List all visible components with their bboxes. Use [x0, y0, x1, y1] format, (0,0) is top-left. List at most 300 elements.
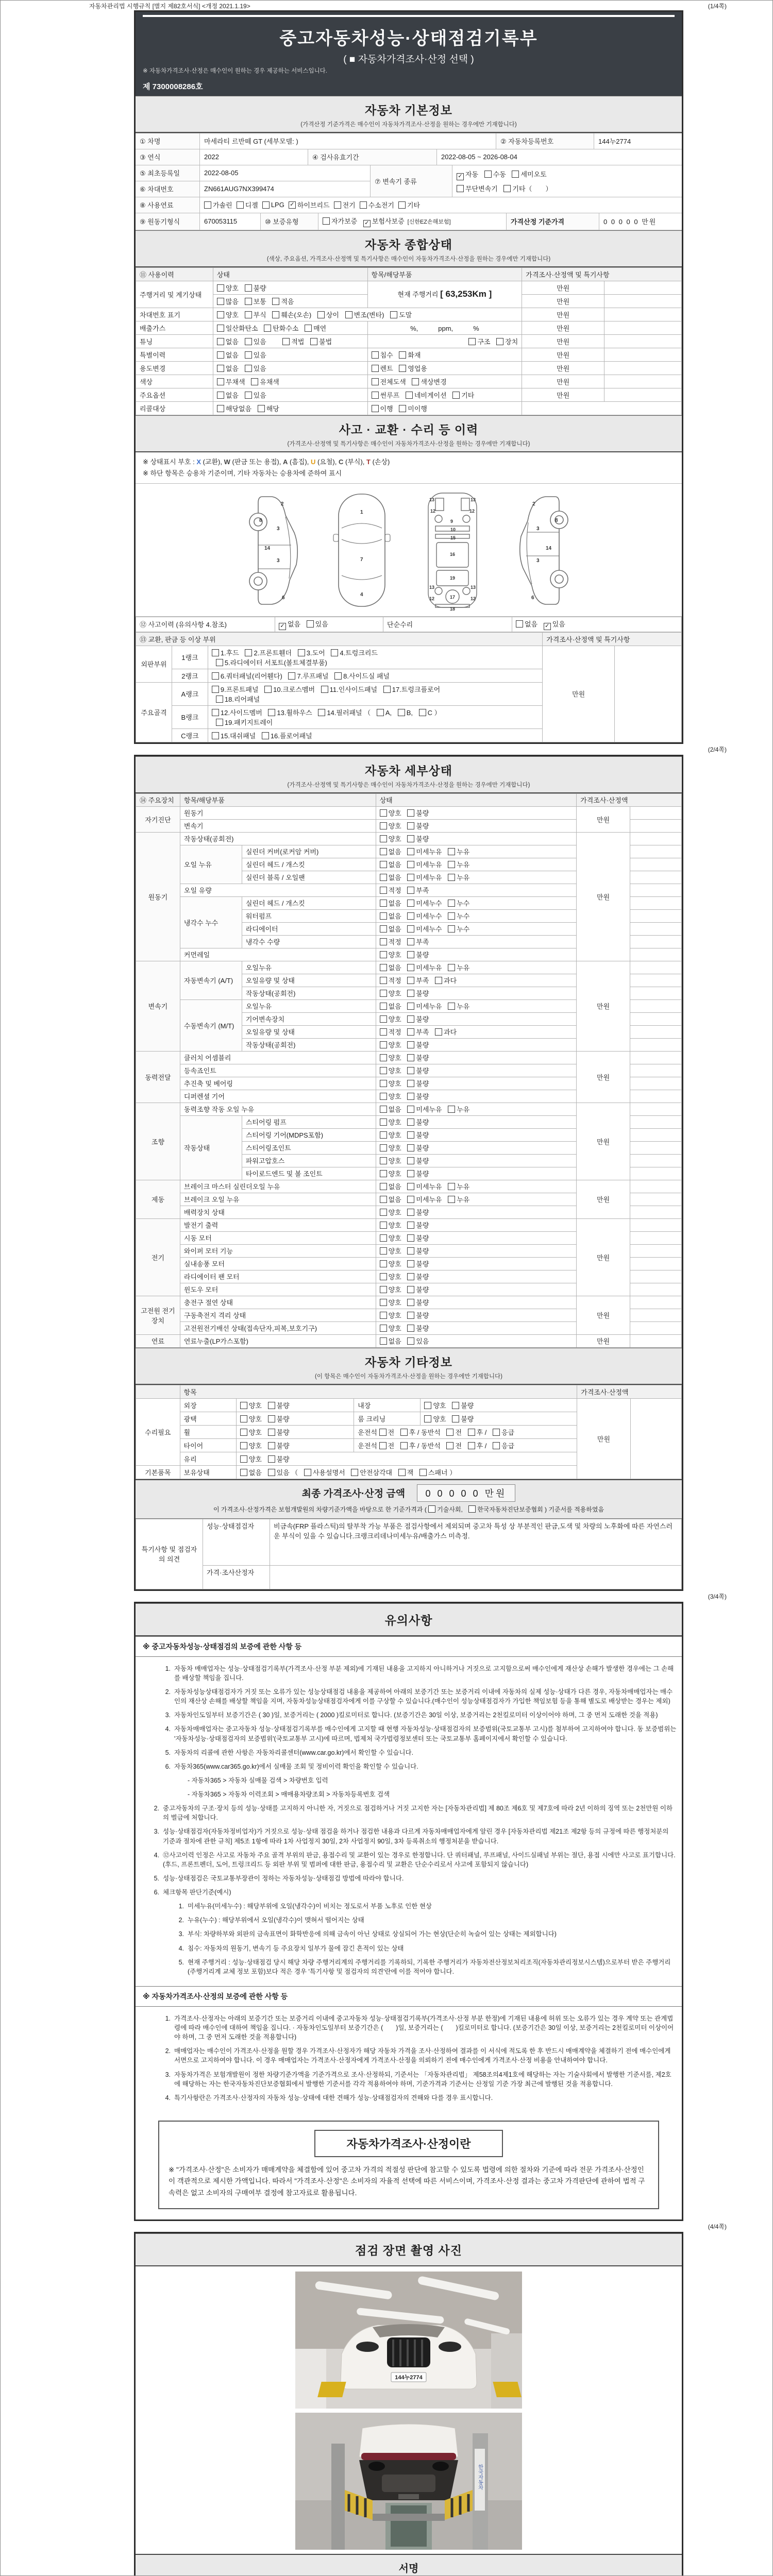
checkbox-unchecked [407, 1234, 414, 1242]
rank2-options: 6.쿼터패널(리어휀다) 7.루프패널 8.사이드실 패널 [208, 669, 542, 682]
engine-type-label: ⑨ 원동기형식 [136, 213, 200, 230]
checkbox-unchecked [262, 201, 270, 209]
svg-text:3: 3 [536, 526, 540, 532]
row-first-reg-vin-transmission [136, 165, 682, 197]
detail-item-label: 충전구 절연 상태 [180, 1296, 376, 1309]
checkbox-unchecked [372, 378, 379, 385]
checkbox-unchecked [407, 1144, 414, 1151]
checkbox-unchecked [380, 1337, 387, 1345]
checkbox-unchecked [457, 185, 464, 192]
detail-note [630, 1128, 682, 1141]
checkbox-unchecked [380, 1170, 387, 1177]
detail-note [630, 896, 682, 909]
checkbox-unchecked [331, 649, 338, 656]
device-header: ⑭ 주요장치 [136, 793, 180, 806]
mileage-note-2 [604, 294, 682, 308]
rankB-label: B랭크 [172, 705, 208, 728]
notice-number: 6. [154, 1889, 159, 1896]
sheet-page-4 [134, 2232, 683, 2576]
row-engine-warranty-price [136, 213, 682, 230]
detail-state-options: 양호 불량 [376, 819, 577, 832]
car-diagram-top [330, 490, 393, 611]
notice-item [148, 1827, 677, 1845]
detail-state-options: 적정 부족 과다 [376, 1025, 577, 1038]
notice-item [173, 1902, 677, 1911]
checkbox-unchecked [448, 900, 455, 907]
svg-text:13: 13 [470, 497, 476, 502]
detail-item-label: 연료누출(LP가스포함) [180, 1334, 376, 1347]
detail-state-options: 양호 불량 [376, 1244, 577, 1257]
detail-note [630, 871, 682, 884]
row-color [136, 375, 682, 388]
basic-info-table [136, 133, 682, 230]
checkbox-unchecked [272, 298, 279, 305]
checkbox-unchecked [380, 861, 387, 868]
panel-note [615, 646, 682, 742]
detail-state-options: 양호 불량 [376, 832, 577, 845]
color-options: 무채색 유채색 [213, 375, 367, 388]
reg-number-value: 144누2774 [598, 138, 631, 146]
mileage-label: 주행거리 및 계기상태 [136, 281, 213, 308]
checkbox-unchecked [380, 1260, 387, 1267]
notice-text: 가격조사·산정자는 아래의 보증기간 또는 보증거리 이내에 중고자동차 성능·상태점검기록부(가격조사·산정 부분 한정)에 기재된 내용에 허위 또는 오류가 있는 경우 계약 또는 관계법령에 따라 매수인에 대하여 책임을 집니다. · 자동차인도일부터 보증기간은 ( )일, 보증거리는 ( )킬로미터로 합니다. (보증기간은 30일 이상, 보증거리는 2천킬로미터 이상이어야 하며, 그 중 먼저 도래한 것을 적용합니다) [174, 2014, 674, 2041]
notice-number: 1. [178, 1903, 184, 1910]
detail-item-label: 오일누유 [242, 961, 376, 974]
checkbox-unchecked [245, 298, 252, 305]
inspection-photo-front [295, 2272, 522, 2409]
svg-text:3: 3 [277, 557, 280, 564]
appraiser-label: 가격·조사산정자 [203, 1565, 270, 1589]
checkbox-unchecked [435, 977, 442, 984]
base-price-value: 0 0 0 0 0 만원 [603, 218, 657, 226]
svg-text:17: 17 [450, 594, 456, 600]
svg-text:12: 12 [430, 508, 436, 514]
notice-number: 4. [165, 2094, 171, 2102]
checkbox-unchecked [407, 1260, 414, 1267]
notice-number: 2. [165, 2047, 171, 2055]
svg-text:2: 2 [281, 501, 284, 507]
notice-number [173, 1776, 184, 1785]
inspector-opinion-table [136, 1519, 682, 1589]
checkbox-unchecked [212, 709, 219, 716]
svg-text:4: 4 [360, 591, 363, 598]
model-year-label: ③ 연식 [136, 149, 200, 165]
checkbox-unchecked [258, 405, 265, 412]
detail-state-options: 없음 미세누유 누유 [376, 858, 577, 871]
sheet-page-2 [134, 755, 683, 1591]
detail-note [630, 1218, 682, 1231]
checkbox-unchecked [217, 325, 224, 332]
checkbox-unchecked [245, 311, 252, 318]
notice-text: 자동차가격은 보험개발원이 정한 차량기준가액을 기준가격으로 조사·산정하되, 기준서는 「자동차관리법」 제58조의4제1호에 해당하는 자는 기술사회에서 발행한 기준서를, 제2호에 해당하는 자는 한국자동차진단보증협회에서 발행한 기준서를 각각 적용하여야 하며, 기준가격과 기준서는 산정일 기준 가장 최근에 발행된 것을 적용합니다. [174, 2071, 671, 2088]
detail-item-label: 원동기 [180, 806, 376, 819]
checkbox-unchecked [240, 1415, 247, 1422]
svg-text:3: 3 [536, 557, 540, 564]
checkbox-unchecked [493, 1442, 500, 1449]
recall-done-options: 이행 미이행 [367, 401, 522, 415]
opinion-group-label: 특기사항 및 점검자의 의견 [136, 1519, 203, 1589]
checkbox-unchecked [251, 378, 258, 385]
device-group-label: 자기진단 [136, 806, 180, 832]
detail-note [630, 1283, 682, 1296]
device-group-label: 제동 [136, 1180, 180, 1218]
checkbox-unchecked [496, 338, 503, 345]
rankA-options: 9.프론트패널 10.크로스멤버 11.인사이드패널 17.트렁크플로어 18.리어패널 [208, 682, 542, 705]
checkbox-unchecked [468, 338, 476, 345]
checkbox-unchecked [380, 1080, 387, 1087]
car-name-label: ① 차명 [136, 133, 200, 149]
checkbox-unchecked [217, 298, 224, 305]
checkbox-unchecked [204, 201, 211, 209]
price-note-header: 가격조사·산정액 및 특기사항 [522, 267, 682, 281]
detail-item-label: 실린더 커버(로커암 커버) [242, 845, 376, 858]
detail-item-label: 스티어링 기어(MDPS포함) [242, 1128, 376, 1141]
base-price-label: 가격산정 기준가격 [507, 213, 599, 230]
checkbox-unchecked [379, 1442, 386, 1449]
checkbox-unchecked [448, 874, 455, 881]
usage-change-price: 만원 [522, 361, 604, 375]
checkbox-unchecked [448, 1003, 455, 1010]
checkbox-checked: ✓ [457, 173, 464, 180]
mileage-state-options: 양호 불량 [213, 281, 367, 294]
detail-state-options: 적정 부족 과다 [376, 974, 577, 987]
detail-item-label: 오일유량 및 상태 [242, 1025, 376, 1038]
checkbox-unchecked [407, 1196, 414, 1203]
detail-item-label: 구동축전지 격리 상태 [180, 1309, 376, 1321]
device-group-label: 전기 [136, 1218, 180, 1296]
checkbox-unchecked [380, 1222, 387, 1229]
detail-row [136, 806, 682, 819]
checkbox-unchecked [448, 964, 455, 971]
checkbox-unchecked [212, 649, 219, 656]
svg-text:7: 7 [360, 556, 363, 563]
inspection-photo-rear [295, 2413, 522, 2550]
mark-letter: U [310, 457, 316, 466]
checkbox-unchecked [262, 732, 269, 739]
vin-marking-options: 양호 부식 훼손(오손) 상이 변조(변타) 도말 [213, 308, 522, 321]
outer-panel-group: 외판부위 [136, 646, 172, 682]
checkbox-unchecked [446, 1429, 453, 1436]
basic-items-group: 기본품목 [136, 1465, 180, 1479]
page-marker-1: (1/4쪽) [708, 3, 727, 10]
detail-row [136, 832, 682, 845]
notice-item [159, 2093, 677, 2103]
checkbox-unchecked [380, 1144, 387, 1151]
device-subgroup-label: 냉각수 누수 [180, 896, 242, 948]
item-part-header: 항목/해당부품 [367, 267, 522, 281]
inspector-opinion-text: 비금속(FRP 플라스틱)의 탈부착 가능 부품은 점검사항에서 제외되며 중고차 특성 상 부분적인 판금,도색 및 차량의 노후화에 따른 자연스러운 부식이 있을 수 있습니다.크랭크리데나미세누유/배출가스 미측정. [270, 1519, 682, 1565]
usage-change-label: 용도변경 [136, 361, 213, 375]
checkbox-unchecked [407, 925, 414, 933]
detail-state-options: 없음 미세누유 누유 [376, 961, 577, 974]
detail-note [630, 935, 682, 948]
checkbox-unchecked [264, 325, 271, 332]
detail-item-label: 냉각수 수량 [242, 935, 376, 948]
etc-info-table [136, 1385, 682, 1479]
checkbox-unchecked [407, 938, 414, 945]
photos-band [136, 2233, 682, 2266]
checkbox-unchecked [380, 1041, 387, 1048]
recall-note [522, 401, 682, 415]
usage-change-options: 없음 있음 [213, 361, 367, 375]
checkbox-unchecked [484, 171, 492, 178]
checkbox-unchecked [216, 696, 223, 703]
detail-item-label: 커먼레일 [180, 948, 376, 961]
main-options-note [604, 388, 682, 401]
device-group-label: 조향 [136, 1103, 180, 1180]
detail-note [630, 948, 682, 961]
checkbox-unchecked [452, 1402, 459, 1409]
checkbox-unchecked [400, 1442, 408, 1449]
notice-number: 4. [165, 1725, 171, 1733]
notice-text: 자동차365(www.car365.go.kr)에서 실매물 조회 및 정비이력 확인을 확인할 수 있습니다. [174, 1762, 418, 1770]
checkbox-unchecked [407, 990, 414, 997]
mark-legend: ※ 상태표시 부호 : X (교환), W (판금 또는 용접), A (흠집), U (요철), C (부식), T (손상) [143, 457, 390, 466]
etc-price-header: 가격조사·산정액 [577, 1385, 682, 1398]
interior-options: 양호 불량 [421, 1398, 577, 1412]
main-options-exist: 없음 있음 [213, 388, 367, 401]
svg-text:12: 12 [469, 508, 475, 514]
basic-info-title: 자동차 기본정보 [365, 103, 452, 117]
detail-state-options: 없음 있음 [376, 1334, 577, 1347]
checkbox-unchecked [216, 659, 223, 666]
repair-row-1 [136, 1398, 682, 1412]
notice-item [159, 2046, 677, 2065]
exchange-header-row [136, 632, 682, 646]
checkbox-unchecked [407, 1131, 414, 1139]
detail-header-row [136, 793, 682, 806]
vin-value: ZN661AUG7NX399474 [204, 185, 274, 193]
detail-state-options: 양호 불량 [376, 1218, 577, 1231]
final-price-label: 최종 가격조사·산정 금액 [301, 1488, 406, 1499]
checkbox-unchecked [380, 1157, 387, 1164]
device-group-label: 고전원 전기장치 [136, 1296, 180, 1334]
detail-item-label: 스티어링조인트 [242, 1141, 376, 1154]
notice-number: 3. [178, 1930, 184, 1938]
checkbox-unchecked [407, 1325, 414, 1332]
detail-state-options: 적정 부족 [376, 935, 577, 948]
first-reg-label: ⑤ 최초등록일 [136, 165, 200, 181]
car-diagram-left-side [245, 490, 306, 611]
detail-price: 만원 [577, 1103, 630, 1180]
checkbox-unchecked [407, 951, 414, 958]
device-group-label: 원동기 [136, 832, 180, 961]
detail-item-label: 작동상태(공회전) [180, 832, 376, 845]
checkbox-unchecked [399, 351, 406, 359]
checkbox-unchecked [380, 887, 387, 894]
main-options-type: 썬루프 네비게이션 기타 [367, 388, 522, 401]
checkbox-unchecked [380, 912, 387, 920]
detail-state-options: 양호 불량 [376, 1167, 577, 1180]
checkbox-unchecked [380, 835, 387, 842]
notice-text: 성능·상태점검자(자동차정비업자)가 거짓으로 성능·상태 점검을 하거나 점검한 내용과 다르게 자동차매매업자에게 알린 경우 [자동차관리법 제21조 제2항 등의 규정에 따른 행정처분의 기준과 절차에 관한 규칙] 제5조 1항에 따라 1차 사업정지 30일, 2차 사업정지 90일, 3차 등록취소의 행정처분을 받습니다. [163, 1828, 669, 1845]
checkbox-unchecked [407, 900, 414, 907]
svg-text:15: 15 [450, 535, 456, 540]
page-marker-3: (3/4쪽) [708, 1592, 727, 1600]
notice-text: 체크항목 판단기준(예시) [163, 1889, 231, 1896]
detail-note [630, 1051, 682, 1064]
checkbox-unchecked [217, 311, 224, 318]
checkbox-unchecked [212, 686, 219, 693]
checkbox-unchecked [240, 1469, 247, 1476]
svg-text:2: 2 [532, 501, 535, 507]
header-divider [143, 15, 675, 17]
tuning-price: 만원 [522, 334, 604, 348]
notice-number: 2. [178, 1917, 184, 1924]
checkbox-unchecked [380, 1118, 387, 1126]
checkbox-unchecked [407, 912, 414, 920]
checkbox-unchecked [212, 672, 219, 680]
recall-label: 리콜대상 [136, 401, 213, 415]
color-label: 색상 [136, 375, 213, 388]
detail-note [630, 1270, 682, 1283]
mileage-amount-options: 많음 보통 적음 [213, 294, 367, 308]
etc-info-band [136, 1348, 682, 1385]
detail-state-options: 양호 불량 [376, 1257, 577, 1270]
checkbox-unchecked [452, 1415, 459, 1422]
svg-text:9: 9 [450, 518, 453, 524]
checkbox-unchecked [407, 1028, 414, 1036]
etc-item-header: 항목 [180, 1385, 577, 1398]
recall-options: 해당없음 해당 [213, 401, 367, 415]
document-number: 제 7300008286호 [143, 82, 203, 91]
detail-item-label: 브레이크 오일 누유 [180, 1193, 376, 1206]
detail-note [630, 1090, 682, 1103]
detail-note [630, 884, 682, 896]
checkbox-unchecked [493, 1429, 500, 1436]
notice-item [173, 1944, 677, 1953]
checkbox-unchecked [407, 1299, 414, 1306]
notice-item [173, 1776, 677, 1785]
checkbox-unchecked [372, 392, 379, 399]
detail-state-options: 양호 불량 [376, 1115, 577, 1128]
detail-state-options: 양호 불량 [376, 1283, 577, 1296]
detail-price: 만원 [577, 806, 630, 832]
warranty-type-options [318, 213, 507, 230]
price-appraisal-box [158, 2121, 659, 2209]
tire-label: 타이어 [180, 1438, 236, 1452]
detail-item-label: 배력장치 상태 [180, 1206, 376, 1218]
checkbox-unchecked [323, 217, 330, 225]
detail-state-options: 양호 불량 [376, 1231, 577, 1244]
detail-item-label: 기어변속장치 [242, 1012, 376, 1025]
detail-item-label: 오일유량 및 상태 [242, 974, 376, 987]
wheel-label: 휠 [180, 1425, 236, 1438]
photos-title: 점검 장면 촬영 사진 [355, 2243, 462, 2257]
notice-number: 2. [154, 1805, 159, 1812]
checkbox-unchecked [407, 1093, 414, 1100]
checkbox-unchecked [399, 405, 406, 412]
checkbox-unchecked [380, 1093, 387, 1100]
tuning-legal-options: 적법 불법 [282, 338, 332, 346]
checkbox-unchecked [380, 1183, 387, 1190]
accident-legend-note: ※ 하단 항목은 승용차 기준이며, 기타 자동차는 승용차에 준하여 표시 [143, 469, 342, 477]
checkbox-unchecked [380, 1196, 387, 1203]
checkbox-unchecked [217, 405, 224, 412]
detail-state-options: 양호 불량 [376, 1090, 577, 1103]
tuning-options [213, 334, 367, 348]
etc-empty-header [136, 1385, 180, 1398]
checkbox-unchecked [424, 1402, 431, 1409]
detail-note [630, 909, 682, 922]
detail-state-options: 없음 미세누수 누수 [376, 909, 577, 922]
etc-header-row [136, 1385, 682, 1398]
document-title: 중고자동차성능·상태점검기록부 [279, 29, 538, 48]
detail-note [630, 845, 682, 858]
detail-note [630, 1309, 682, 1321]
detail-item-label: 타이로드엔드 및 볼 조인트 [242, 1167, 376, 1180]
engine-type-value: 670053115 [200, 213, 261, 230]
detail-state-options: 없음 미세누수 누수 [376, 896, 577, 909]
detail-state-options: 양호 불량 [376, 1296, 577, 1309]
checkbox-unchecked [407, 1312, 414, 1319]
panel-rank-table [136, 632, 682, 742]
checkbox-unchecked [380, 874, 387, 881]
checkbox-unchecked [407, 1337, 414, 1345]
detail-note [630, 974, 682, 987]
svg-text:13: 13 [429, 584, 435, 590]
special-history-type-options: 침수 화재 [367, 348, 522, 361]
mark-letter: X [196, 457, 201, 466]
signature-band [136, 2554, 682, 2576]
checkbox-unchecked [268, 1442, 275, 1449]
detail-state-options: 양호 불량 [376, 806, 577, 819]
svg-text:6: 6 [531, 595, 534, 601]
polish-label: 광택 [180, 1412, 236, 1425]
etc-info-subtitle: (이 항목은 매수인이 자동차가격조사·산정을 원하는 경우에만 기재합니다) [315, 1373, 502, 1380]
tuning-label: 튜닝 [136, 334, 213, 348]
svg-text:12: 12 [470, 596, 476, 601]
detail-note [630, 1257, 682, 1270]
detail-state-options: 양호 불량 [376, 1321, 577, 1334]
mark-letter: W [224, 457, 230, 466]
detail-item-label: 파워고압호스 [242, 1154, 376, 1167]
detail-item-label: 라디에이터 [242, 922, 376, 935]
checkbox-unchecked [305, 325, 312, 332]
exchange-header: ⑬ 교환, 판금 등 이상 부위 [136, 632, 543, 646]
checkbox-unchecked [310, 338, 317, 345]
inspection-photos [136, 2266, 682, 2554]
checkbox-unchecked [245, 351, 252, 359]
checkbox-unchecked [318, 709, 325, 716]
detail-note [630, 1321, 682, 1334]
notice-number: 4. [154, 1851, 159, 1859]
detail-item-label: 오일누유 [242, 999, 376, 1012]
checkbox-unchecked [377, 709, 384, 716]
checkbox-unchecked [407, 887, 414, 894]
checkbox-unchecked [399, 365, 406, 372]
mark-letter: T [366, 457, 371, 466]
detail-row [136, 1296, 682, 1309]
checkbox-unchecked [380, 1054, 387, 1061]
usage-history-header: ⑪ 사용이력 [136, 267, 213, 281]
checkbox-unchecked [307, 620, 314, 628]
notice-item [148, 1851, 677, 1869]
notice-item [148, 1888, 677, 1897]
detail-state-options: 없음 미세누유 누유 [376, 1103, 577, 1115]
checkbox-unchecked [516, 620, 523, 628]
checkbox-unchecked [407, 1247, 414, 1255]
detail-state-options: 양호 불량 [376, 1077, 577, 1090]
checkbox-unchecked [268, 709, 275, 716]
svg-text:12: 12 [429, 596, 435, 601]
basic-info-subtitle: (가격산정 기준가격은 매수인이 자동차가격조사·산정을 원하는 경우에만 기재합니다) [300, 121, 517, 128]
checkbox-unchecked [317, 311, 325, 318]
row-emission [136, 321, 682, 334]
checkbox-unchecked [390, 311, 397, 318]
sheet-page-3 [134, 1602, 683, 2221]
document-note: ※ 자동차가격조사·산정은 매수인이 원하는 경우 제공하는 서비스입니다. [143, 68, 327, 74]
